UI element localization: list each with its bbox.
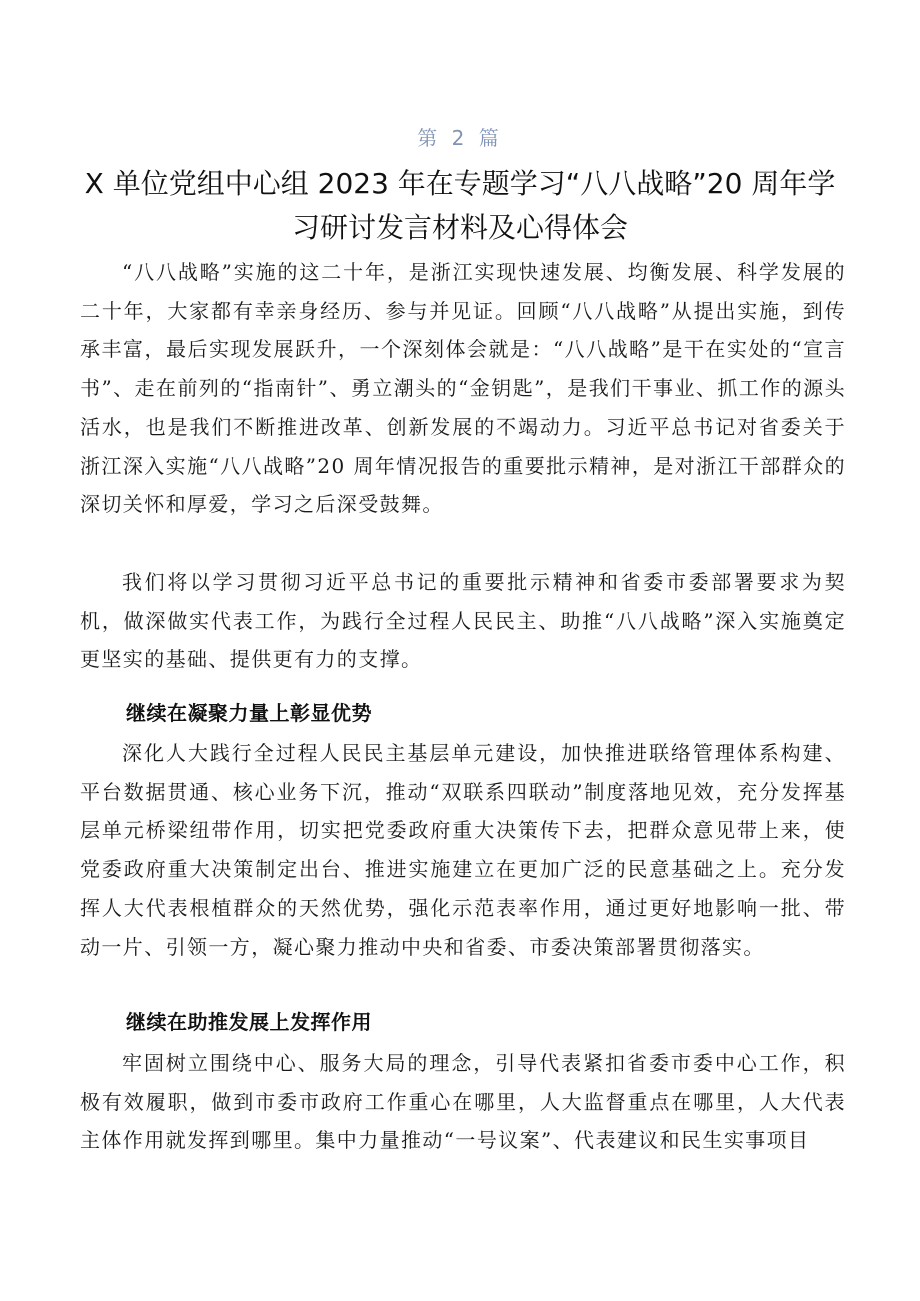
- paragraph-intro: “八八战略”实施的这二十年，是浙江实现快速发展、均衡发展、科学发展的二十年，大家都有幸亲身经历、参与并见证。回顾“八八战略”从提出实施，到传承丰富，最后实现发展跃升，一个深刻体会就是：“八八战略”是干在实处的“宣言书”、走在前列的“指南针”、勇立潮头的“金钥匙”，是我们干事业、抓工作的源头活水，也是我们不断推进改革、创新发展的不竭动力。习近平总书记对省委关于浙江深入实施“八八战略”20 周年情况报告的重要批示精神，是对浙江干部群众的深切关怀和厚爱，学习之后深受鼓舞。: [80, 260, 846, 517]
- paragraph-section-2: 牢固树立围绕中心、服务大局的理念，引导代表紧扣省委市委中心工作，积极有效履职，做到市委市政府工作重心在哪里，人大监督重点在哪里，人大代表主体作用就发挥到哪里。集中力量推动“一号议案”、代表建议和民生实事项目: [80, 1051, 846, 1153]
- section-heading-2: 继续在助推发展上发挥作用: [126, 1010, 372, 1034]
- paragraph-commitment: 我们将以学习贯彻习近平总书记的重要批示精神和省委市委部署要求为契机，做深做实代表工作，为践行全过程人民民主、助推“八八战略”深入实施奠定更坚实的基础、提供更有力的支撑。: [80, 570, 846, 672]
- document-title: X 单位党组中心组 2023 年在专题学习“八八战略”20 周年学习研讨发言材料及心得体会: [84, 167, 836, 244]
- chapter-label: 第 2 篇: [417, 126, 503, 150]
- section-heading-1: 继续在凝聚力量上彰显优势: [126, 701, 372, 725]
- paragraph-section-1: 深化人大践行全过程人民民主基层单元建设，加快推进联络管理体系构建、平台数据贯通、核心业务下沉，推动“双联系四联动”制度落地见效，充分发挥基层单元桥梁纽带作用，切实把党委政府重大决策传下去，把群众意见带上来，使党委政府重大决策制定出台、推进实施建立在更加广泛的民意基础之上。充分发挥人大代表根植群众的天然优势，强化示范表率作用，通过更好地影响一批、带动一片、引领一方，凝心聚力推动中央和省委、市委决策部署贯彻落实。: [80, 741, 846, 959]
